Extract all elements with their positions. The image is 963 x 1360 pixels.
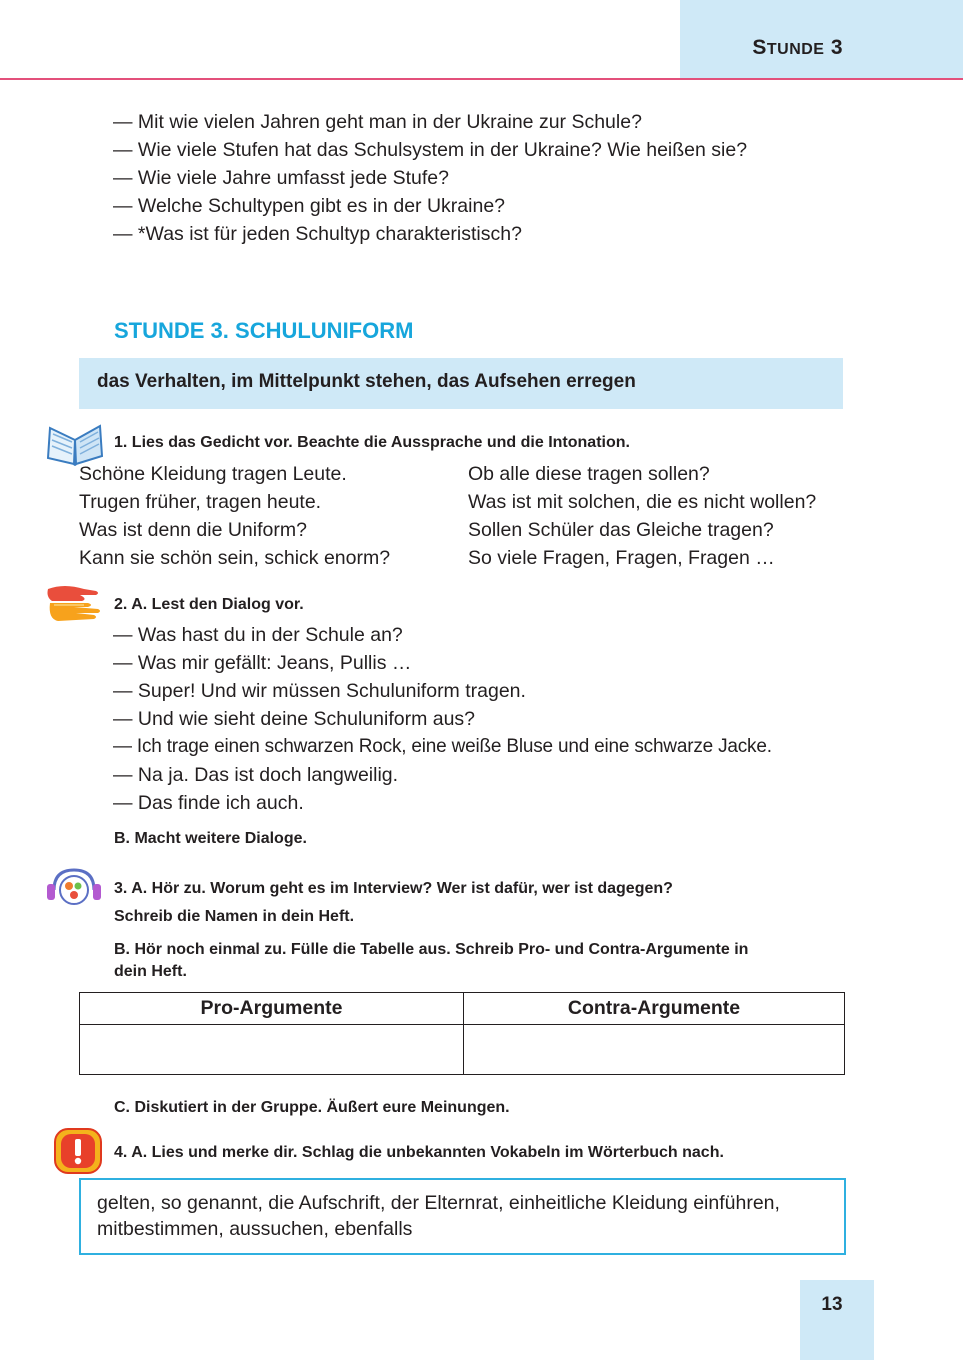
question-line: — Wie viele Stufen hat das Schulsystem in der Ukraine? Wie heißen sie?: [113, 139, 748, 161]
question-line: — Wie viele Jahre umfasst jede Stufe?: [113, 167, 449, 189]
poem-line: Ob alle diese tragen sollen?: [468, 463, 710, 485]
poem-line: Trugen früher, tragen heute.: [79, 491, 322, 513]
poem-line: So viele Fragen, Fragen, Fragen …: [468, 547, 775, 569]
table-row: [80, 1025, 845, 1075]
poem-line: Was ist mit solchen, die es nicht wollen?: [468, 491, 817, 513]
task2-label: 2. A. Lest den Dialog vor.: [114, 596, 304, 613]
running-header: [752, 36, 843, 60]
vocab-text: das Verhalten, im Mittelpunkt stehen, das Aufsehen erregen: [97, 371, 636, 392]
lesson-title: STUNDE 3. SCHULUNIFORM: [114, 318, 414, 343]
poem-left: [79, 460, 390, 572]
header-num: 3: [830, 36, 843, 59]
poem-right: [468, 460, 816, 572]
header-rule: [0, 78, 963, 80]
table-header-row: [80, 993, 845, 1025]
question-list: [113, 108, 747, 248]
header-rest: TUNDE: [766, 41, 825, 58]
poem-line: Was ist denn die Uniform?: [79, 519, 307, 541]
page-number: 13: [821, 1294, 843, 1315]
dialog-line: — Na ja. Das ist doch langweilig.: [113, 764, 399, 786]
words-text: gelten, so genannt, die Aufschrift, der Elternrat, einheitliche Kleidung einführen, mitbestimmen, aussuchen, ebenfalls: [97, 1192, 780, 1240]
task3-a-line1: 3. A. Hör zu. Worum geht es im Interview? Wer ist dafür, wer ist dagegen?: [114, 880, 673, 897]
dialog-line: — Was mir gefällt: Jeans, Pullis …: [113, 652, 412, 674]
task3-b-line2: dein Heft.: [114, 963, 187, 980]
dialog-line: — Ich trage einen schwarzen Rock, eine weiße Bluse und eine schwarze Jacke.: [113, 736, 772, 757]
poem-line: Kann sie schön sein, schick enorm?: [79, 547, 391, 569]
poem-line: Schöne Kleidung tragen Leute.: [79, 463, 347, 485]
pro-header: Pro-Argumente: [80, 993, 464, 1025]
exclamation-icon: [53, 1127, 103, 1175]
argument-table: [79, 992, 845, 1075]
dialog-line: — Das finde ich auch.: [113, 792, 304, 814]
question-line: — Mit wie vielen Jahren geht man in der Ukraine zur Schule?: [113, 111, 642, 133]
task2-b-label: B. Macht weitere Dialoge.: [114, 830, 307, 847]
task3-b-line1: B. Hör noch einmal zu. Fülle die Tabelle aus. Schreib Pro- und Contra-Argumente in: [114, 941, 749, 958]
pro-cell[interactable]: [80, 1025, 464, 1075]
dialog-line: — Was hast du in der Schule an?: [113, 624, 403, 646]
task3-c-label: C. Diskutiert in der Gruppe. Äußert eure Meinungen.: [114, 1099, 510, 1116]
question-line: — *Was ist für jeden Schultyp charakteristisch?: [113, 223, 522, 245]
headphones-icon: [44, 866, 104, 910]
dialog-line: — Super! Und wir müssen Schuluniform tragen.: [113, 680, 526, 702]
task1-label: 1. Lies das Gedicht vor. Beachte die Aussprache und die Intonation.: [114, 434, 630, 451]
page-number-tab: [800, 1280, 874, 1360]
dialog: [113, 621, 772, 817]
hands-icon: [44, 583, 102, 625]
contra-cell[interactable]: [464, 1025, 845, 1075]
dialog-line: — Und wie sieht deine Schuluniform aus?: [113, 708, 476, 730]
contra-header: Contra-Argumente: [464, 993, 845, 1025]
task3-a-line2: Schreib die Namen in dein Heft.: [114, 908, 355, 925]
question-line: — Welche Schultypen gibt es in der Ukraine?: [113, 195, 506, 217]
task4-label: 4. A. Lies und merke dir. Schlag die unbekannten Vokabeln im Wörterbuch nach.: [114, 1144, 724, 1161]
header-cap: S: [752, 36, 767, 59]
poem-line: Sollen Schüler das Gleiche tragen?: [468, 519, 774, 541]
